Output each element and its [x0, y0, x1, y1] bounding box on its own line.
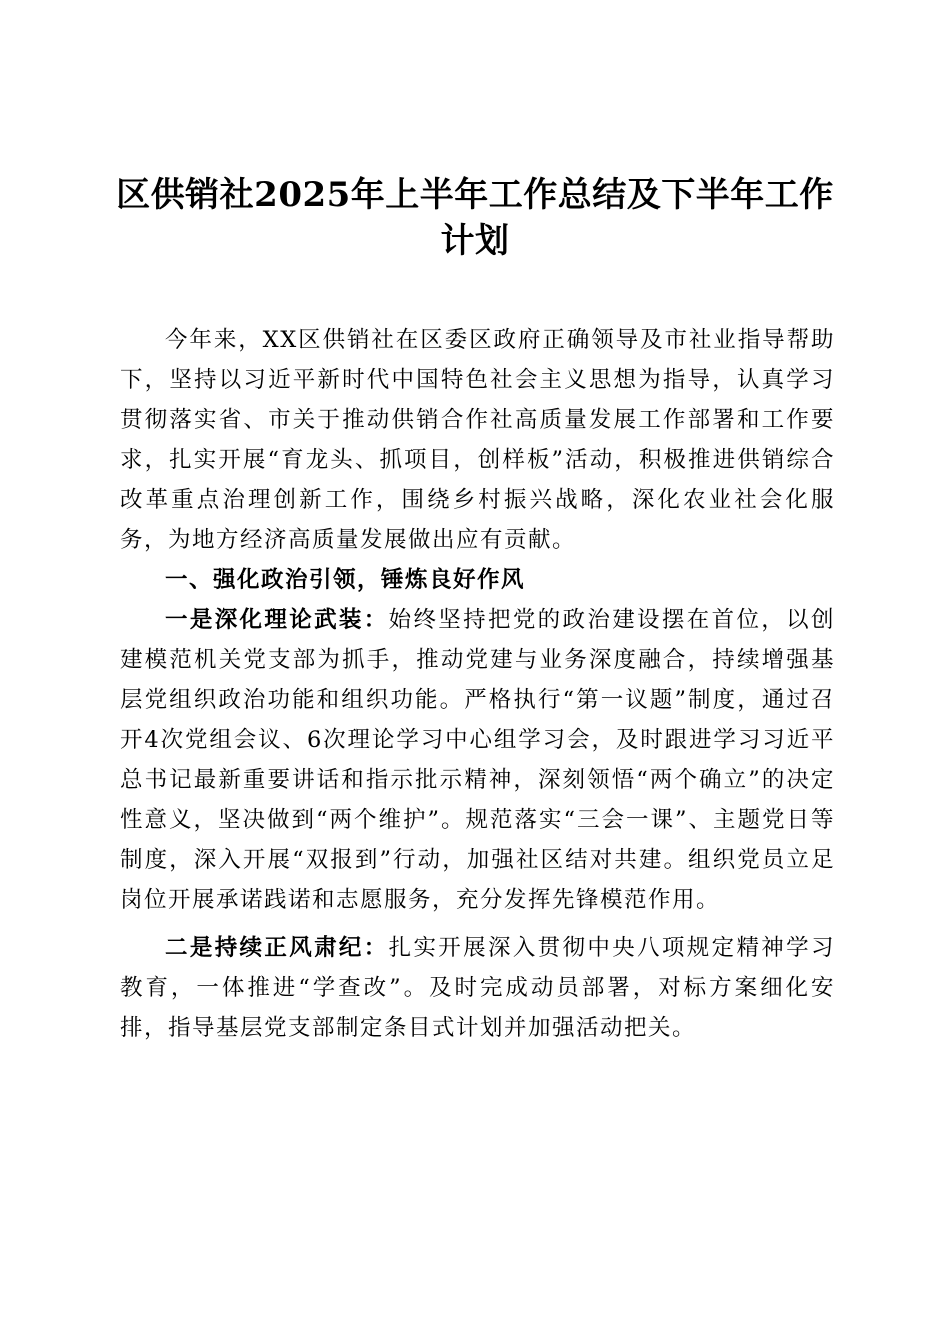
section-heading: 一、强化政治引领，锤炼良好作风	[165, 567, 526, 593]
document-body	[120, 320, 835, 1048]
paragraph-theory	[120, 600, 835, 920]
paragraph-text: 始终坚持把党的政治建设摆在首位，以创建模范机关党支部为抓手，推动党建与业务深度融合，持续增强基层党组织政治功能和组织功能。严格执行“第一议题”制度，通过召开4次党组会议、6次理论学习中心组学习会，及时跟进学习习近平总书记最新重要讲话和指示批示精神，深刻领悟“两个确立”的决定性意义，坚决做到“两个维护”。规范落实“三会一课”、主题党日等制度，深入开展“双报到”行动，加强社区结对共建。组织党员立足岗位开展承诺践诺和志愿服务，充分发挥先锋模范作用。	[120, 607, 835, 913]
paragraph-text: 扎实开展深入贯彻中央八项规定精神学习教育，一体推进“学查改”。及时完成动员部署，对标方案细化安排，指导基层党支部制定条目式计划并加强活动把关。	[120, 935, 835, 1041]
paragraph-discipline	[120, 928, 835, 1048]
paragraph-lead: 一是深化理论武装：	[165, 607, 389, 633]
intro-paragraph: 今年来，XX区供销社在区委区政府正确领导及市社业指导帮助下，坚持以习近平新时代中国特色社会主义思想为指导，认真学习贯彻落实省、市关于推动供销合作社高质量发展工作部署和工作要求，扎实开展“育龙头、抓项目，创样板”活动，积极推进供销综合改革重点治理创新工作，围绕乡村振兴战略，深化农业社会化服务，为地方经济高质量发展做出应有贡献。	[120, 327, 835, 553]
paragraph-lead: 二是持续正风肃纪：	[165, 935, 389, 961]
document-title: 区供销社2025年上半年工作总结及下半年工作计划	[116, 175, 834, 261]
